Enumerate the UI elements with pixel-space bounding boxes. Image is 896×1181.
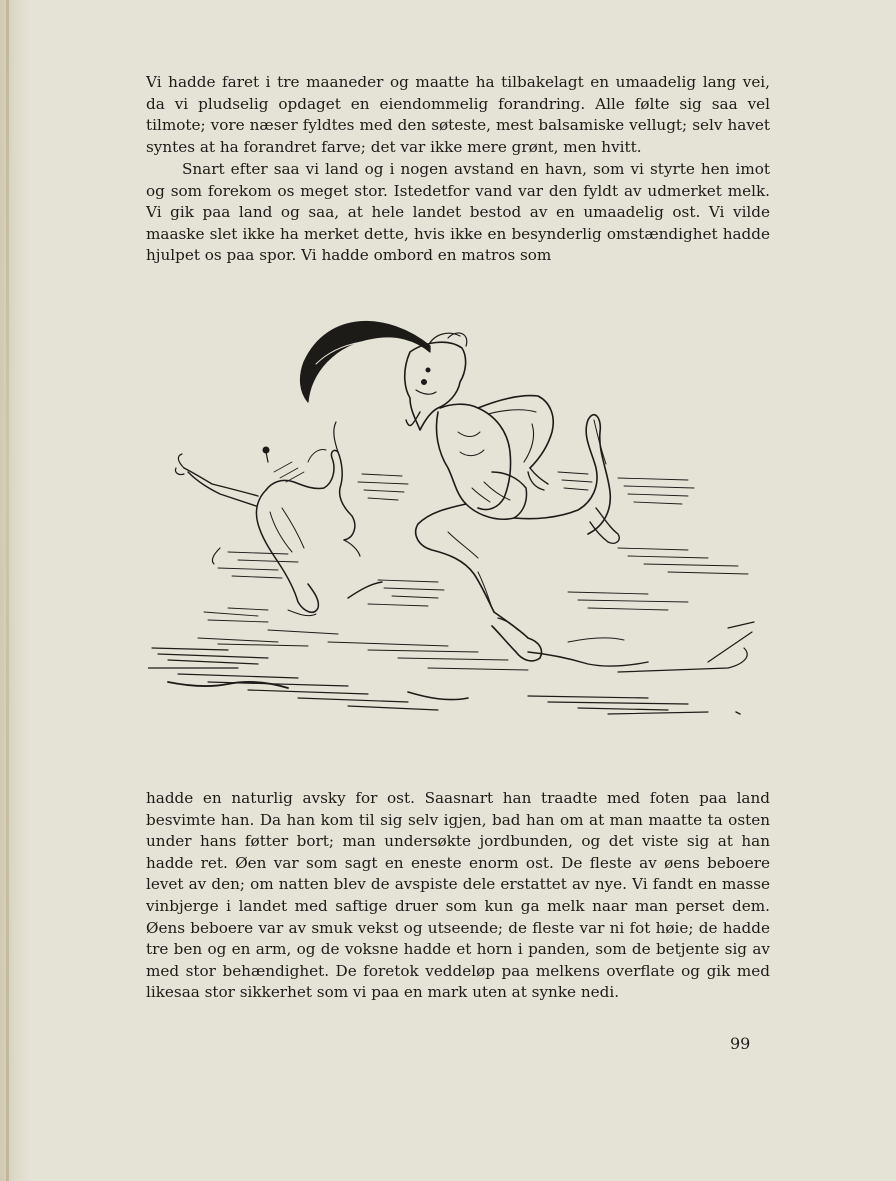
paragraph-3: hadde en naturlig avsky for ost. Saasnart han traadte med foten paa land besvimte han. Da han kom til sig selv igjen, bad han om at man maatte ta osten under hans føtter bort; man undersøkte jordbunden, og det viste sig at han hadde ret. Øen var som sagt en eneste enorm ost. De fleste av øens beboere levet av den; om natten blev de avspiste dele erstattet av nye. Vi fandt en masse vinbjerge i landet med saftige druer som kun ga melk naar man perset dem. Øens beboere var av smuk vekst og utseende; de fleste var ni fot høie; de hadde tre ben og en arm, og de voksne hadde et horn i panden, som de betjente sig av med stor behændighet. De foretok veddeløp paa melkens overflate og gik med likesaa stor sikkerhet som vi paa en mark uten at synke nedi. bbox=[146, 789, 770, 1002]
paragraph-1: Vi hadde faret i tre maaneder og maatte ha tilbakelagt en umaadelig lang vei, da vi pludselig opdaget en eiendommelig forandring. Alle følte sig saa vel tilmote; vore næser fyldtes med den søteste, mest balsamiske vellugt; selv havet syntes at ha forandret farve; det var ikke mere grønt, men hvitt. bbox=[146, 73, 770, 156]
paragraph-2: Snart efter saa vi land og i nogen avstand en havn, som vi styrte hen imot og som forekom os meget stor. Istedetfor vand var den fyldt av udmerket melk. Vi gik paa land og saa, at hele landet bestod av en umaadelig ost. Vi vilde maaske slet ikke ha merket dette, hvis ikke en besynderlig omstændighet hadde hjulpet os paa spor. Vi hadde ombord en matros som bbox=[146, 160, 770, 265]
page-binding-edge bbox=[6, 0, 9, 1181]
page-number: 99 bbox=[730, 1034, 751, 1053]
illustration-horned-figures-running-on-milk bbox=[148, 312, 768, 732]
